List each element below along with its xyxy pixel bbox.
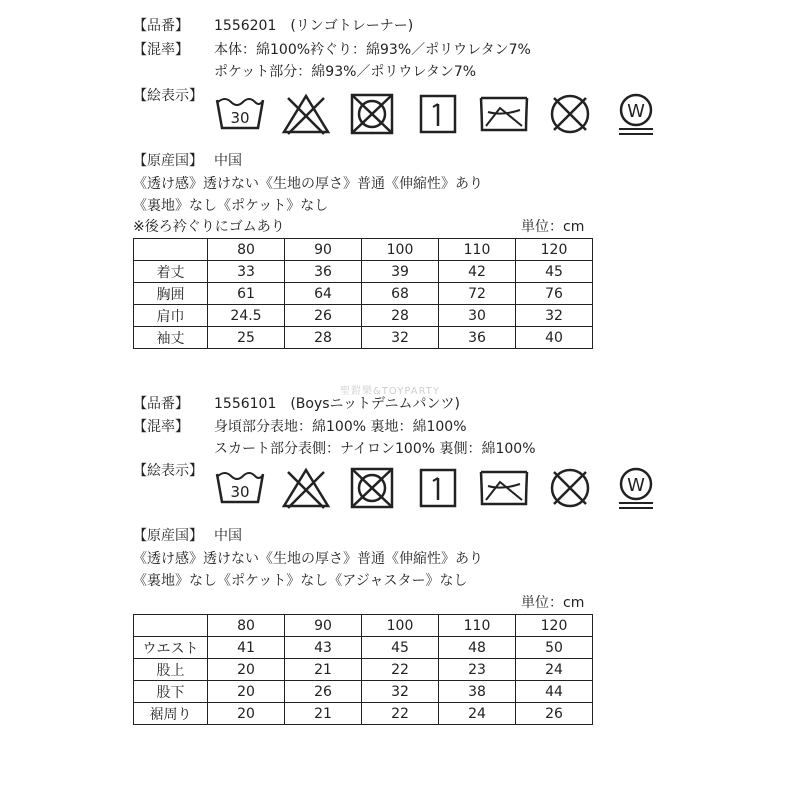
size-table xyxy=(133,614,593,725)
table-row xyxy=(134,283,593,305)
table-row xyxy=(134,305,593,327)
table-row xyxy=(134,659,593,681)
svg-text:30: 30 xyxy=(230,483,250,501)
table-cell: 22 xyxy=(362,659,439,681)
table-cell: 36 xyxy=(285,261,362,283)
table-cell: 26 xyxy=(516,703,593,725)
iron-icon xyxy=(478,466,530,510)
unit-label: 単位：cm xyxy=(521,595,585,611)
table-cell: 72 xyxy=(439,283,516,305)
size-header: 110 xyxy=(439,615,516,637)
no-dry-clean-icon xyxy=(544,466,596,510)
no-tumble-dry-icon xyxy=(346,92,398,136)
table-cell: 48 xyxy=(439,637,516,659)
size-header: 90 xyxy=(285,615,362,637)
table-cell: 26 xyxy=(285,681,362,703)
table-cell: 22 xyxy=(362,703,439,725)
iron-icon xyxy=(478,92,530,136)
watermark: 聖鎧樂&TOYPARTY xyxy=(340,386,441,397)
table-cell: 38 xyxy=(439,681,516,703)
line-dry-icon xyxy=(412,92,464,136)
line-dry-icon xyxy=(412,466,464,510)
table-cell: 28 xyxy=(285,327,362,349)
table-corner-cell xyxy=(134,239,208,261)
note-line: 《透け感》透けない《生地の厚さ》普通《伸縮性》あり xyxy=(133,176,483,192)
table-cell: 20 xyxy=(208,703,285,725)
svg-text:30: 30 xyxy=(230,109,250,127)
no-bleach-icon xyxy=(280,92,332,136)
row-label: 股上 xyxy=(134,659,208,681)
row-label: 股下 xyxy=(134,681,208,703)
size-header: 100 xyxy=(362,239,439,261)
table-cell: 61 xyxy=(208,283,285,305)
origin-value: 中国 xyxy=(214,153,242,169)
wash-30-icon xyxy=(214,466,266,510)
table-row xyxy=(134,261,593,283)
mix-label: 【混率】 xyxy=(133,419,189,435)
note-line: 《裏地》なし《ポケット》なし《アジャスター》なし xyxy=(133,573,468,589)
table-cell: 32 xyxy=(516,305,593,327)
care-label: 【絵表示】 xyxy=(133,463,203,479)
row-label: 肩巾 xyxy=(134,305,208,327)
table-cell: 42 xyxy=(439,261,516,283)
table-cell: 40 xyxy=(516,327,593,349)
unit-label: 単位：cm xyxy=(521,219,585,235)
origin-value: 中国 xyxy=(214,528,242,544)
table-cell: 24 xyxy=(439,703,516,725)
code-label: 【品番】 xyxy=(133,18,189,34)
table-cell: 30 xyxy=(439,305,516,327)
size-table xyxy=(133,238,593,349)
note-line: ※後ろ衿ぐりにゴムあり xyxy=(133,219,285,235)
care-icons xyxy=(214,92,662,136)
origin-label: 【原産国】 xyxy=(133,528,203,544)
table-cell: 21 xyxy=(285,659,362,681)
mix-line: ポケット部分：綿93%／ポリウレタン7% xyxy=(214,64,477,80)
svg-text:W: W xyxy=(627,101,645,122)
mix-line: 身頃部分表地：綿100% 裏地：綿100% xyxy=(214,419,467,435)
note-line: 《透け感》透けない《生地の厚さ》普通《伸縮性》あり xyxy=(133,551,483,567)
table-cell: 25 xyxy=(208,327,285,349)
row-label: 裾周り xyxy=(134,703,208,725)
row-label: 胸囲 xyxy=(134,283,208,305)
wash-30-icon xyxy=(214,92,266,136)
table-cell: 50 xyxy=(516,637,593,659)
origin-label: 【原産国】 xyxy=(133,153,203,169)
table-cell: 68 xyxy=(362,283,439,305)
table-cell: 24.5 xyxy=(208,305,285,327)
size-header: 120 xyxy=(516,615,593,637)
table-corner-cell xyxy=(134,615,208,637)
table-cell: 36 xyxy=(439,327,516,349)
table-cell: 64 xyxy=(285,283,362,305)
table-cell: 28 xyxy=(362,305,439,327)
table-cell: 39 xyxy=(362,261,439,283)
table-row xyxy=(134,327,593,349)
table-row xyxy=(134,703,593,725)
table-cell: 24 xyxy=(516,659,593,681)
table-header-row xyxy=(134,615,593,637)
product-code: 1556101 (Boysニットデニムパンツ) xyxy=(214,396,460,412)
care-label: 【絵表示】 xyxy=(133,88,203,104)
table-cell: 32 xyxy=(362,681,439,703)
product-code: 1556201 (リンゴトレーナー) xyxy=(214,18,414,34)
size-header: 120 xyxy=(516,239,593,261)
size-header: 80 xyxy=(208,615,285,637)
size-header: 110 xyxy=(439,239,516,261)
table-cell: 21 xyxy=(285,703,362,725)
mix-line: 本体：綿100%衿ぐり：綿93%／ポリウレタン7% xyxy=(214,42,531,58)
table-cell: 76 xyxy=(516,283,593,305)
table-cell: 45 xyxy=(516,261,593,283)
table-cell: 32 xyxy=(362,327,439,349)
size-header: 100 xyxy=(362,615,439,637)
no-tumble-dry-icon xyxy=(346,466,398,510)
table-cell: 44 xyxy=(516,681,593,703)
table-cell: 41 xyxy=(208,637,285,659)
wet-clean-icon xyxy=(610,466,662,510)
row-label: 着丈 xyxy=(134,261,208,283)
mix-line: スカート部分表側：ナイロン100% 裏側：綿100% xyxy=(214,441,536,457)
wet-clean-icon xyxy=(610,92,662,136)
table-cell: 23 xyxy=(439,659,516,681)
no-bleach-icon xyxy=(280,466,332,510)
row-label: 袖丈 xyxy=(134,327,208,349)
size-header: 90 xyxy=(285,239,362,261)
table-cell: 26 xyxy=(285,305,362,327)
care-icons xyxy=(214,466,662,510)
size-header: 80 xyxy=(208,239,285,261)
mix-label: 【混率】 xyxy=(133,42,189,58)
table-row xyxy=(134,637,593,659)
table-cell: 43 xyxy=(285,637,362,659)
row-label: ウエスト xyxy=(134,637,208,659)
table-row xyxy=(134,681,593,703)
table-cell: 20 xyxy=(208,659,285,681)
table-cell: 33 xyxy=(208,261,285,283)
svg-text:W: W xyxy=(627,475,645,496)
note-line: 《裏地》なし《ポケット》なし xyxy=(133,198,329,214)
table-cell: 45 xyxy=(362,637,439,659)
no-dry-clean-icon xyxy=(544,92,596,136)
code-label: 【品番】 xyxy=(133,396,189,412)
table-cell: 20 xyxy=(208,681,285,703)
table-header-row xyxy=(134,239,593,261)
